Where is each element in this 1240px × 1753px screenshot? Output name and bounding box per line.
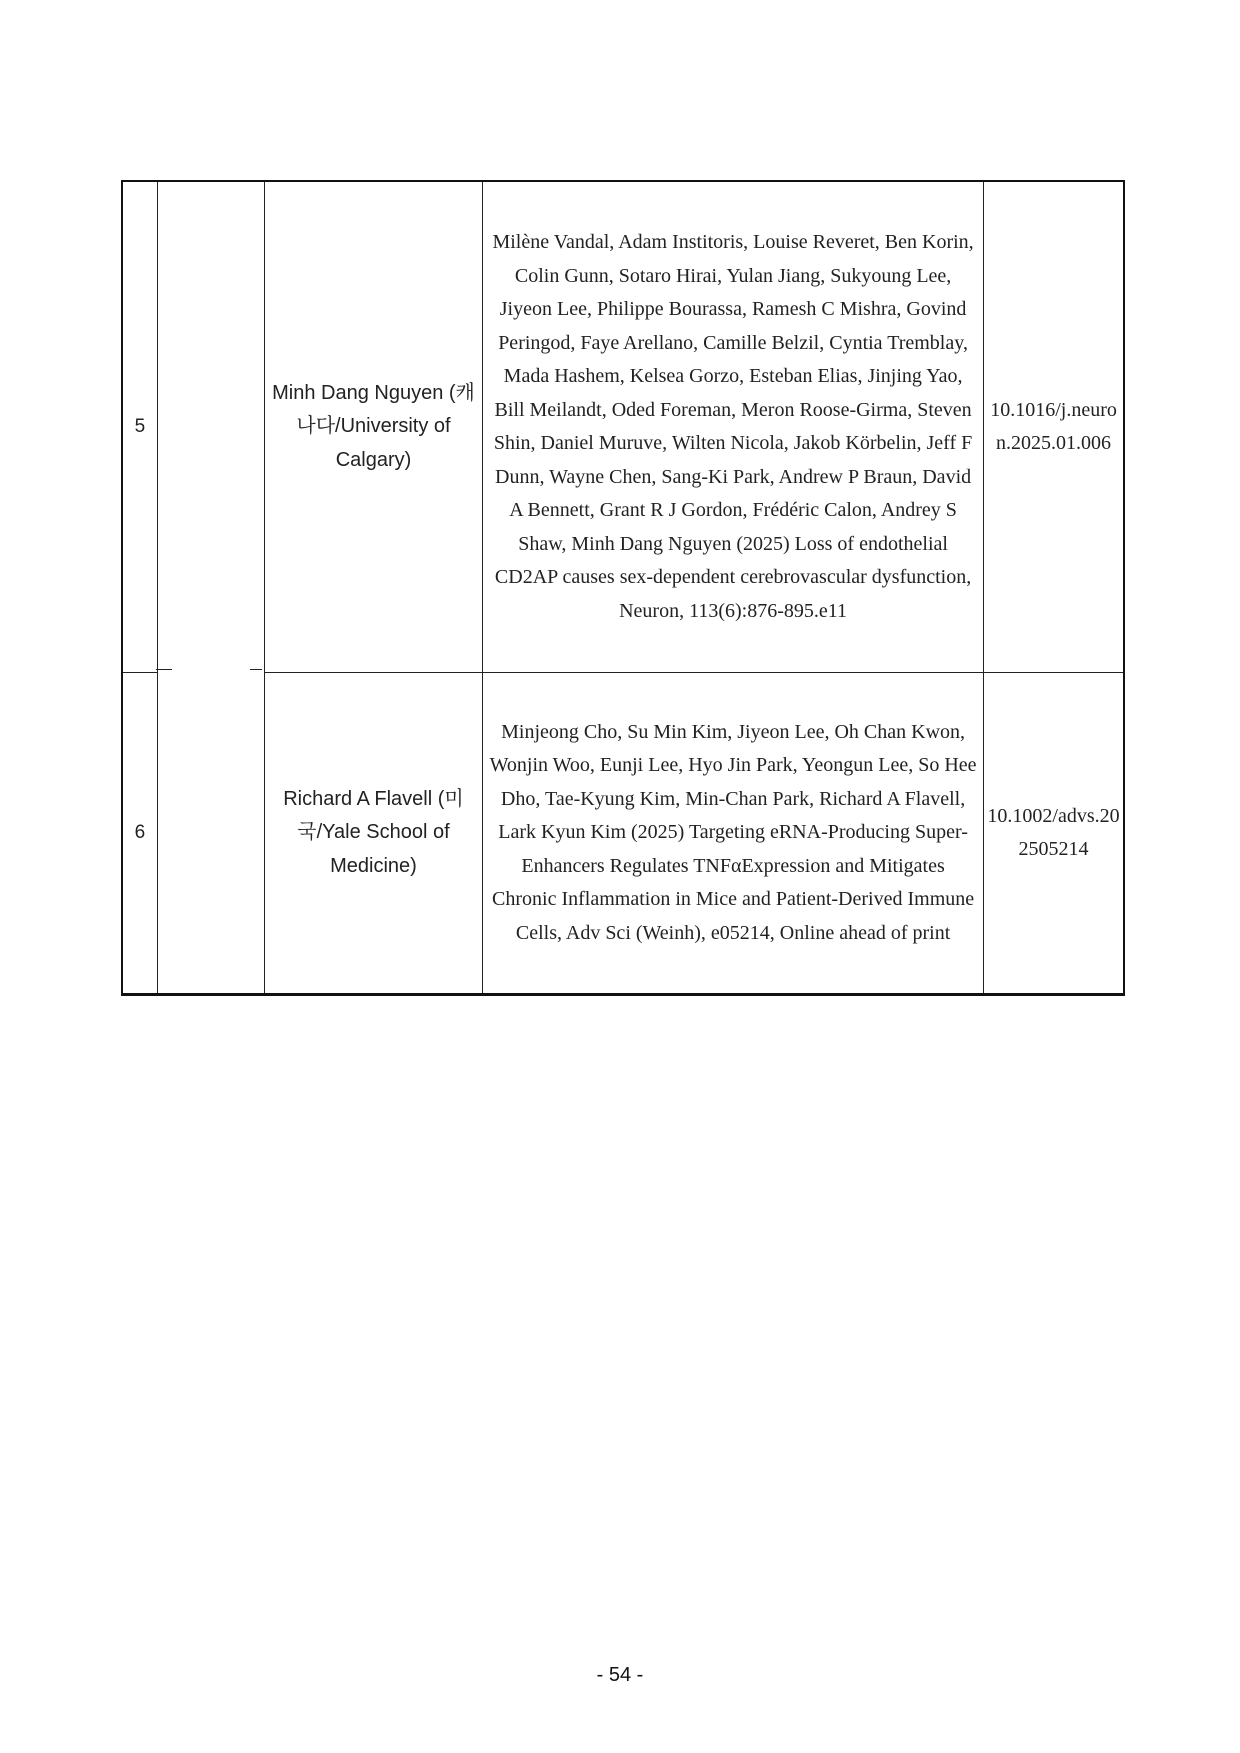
publication-table bbox=[121, 180, 1125, 996]
divider-stub-right bbox=[250, 669, 262, 670]
table-row bbox=[122, 181, 1124, 673]
row-number: 6 bbox=[122, 673, 157, 995]
divider-stub-left bbox=[156, 669, 172, 670]
researcher-cell: Minh Dang Nguyen (캐나다/University of Calgary) bbox=[264, 181, 482, 673]
table-row bbox=[122, 673, 1124, 995]
blank-cell bbox=[157, 673, 264, 995]
doi-cell: 10.1002/advs.202505214 bbox=[984, 673, 1124, 995]
page-number: - 54 - bbox=[596, 1664, 644, 1686]
researcher-cell: Richard A Flavell (미국/Yale School of Medicine) bbox=[264, 673, 482, 995]
publication-cell: Minjeong Cho, Su Min Kim, Jiyeon Lee, Oh Chan Kwon, Wonjin Woo, Eunji Lee, Hyo Jin Park, Yeongun Lee, So Hee Dho, Tae-Kyung Kim, Min-Chan Park, Richard A Flavell, Lark Kyun Kim (2025) Targeting eRNA-Producing Super-Enhancers Regulates TNFαExpression and Mitigates Chronic Inflammation in Mice and Patient-Derived Immune Cells, Adv Sci (Weinh), e05214, Online ahead of print bbox=[483, 673, 984, 995]
doi-cell: 10.1016/j.neuron.2025.01.006 bbox=[984, 181, 1124, 673]
publication-cell: Milène Vandal, Adam Institoris, Louise Reveret, Ben Korin, Colin Gunn, Sotaro Hirai, Yulan Jiang, Sukyoung Lee, Jiyeon Lee, Philippe Bourassa, Ramesh C Mishra, Govind Peringod, Faye Arellano, Camille Belzil, Cyntia Tremblay, Mada Hashem, Kelsea Gorzo, Esteban Elias, Jinjing Yao, Bill Meilandt, Oded Foreman, Meron Roose-Girma, Steven Shin, Daniel Muruve, Wilten Nicola, Jakob Körbelin, Jeff F Dunn, Wayne Chen, Sang-Ki Park, Andrew P Braun, David A Bennett, Grant R J Gordon, Frédéric Calon, Andrey S Shaw, Minh Dang Nguyen (2025) Loss of endothelial CD2AP causes sex-dependent cerebrovascular dysfunction, Neuron, 113(6):876-895.e11 bbox=[483, 181, 984, 673]
blank-cell bbox=[157, 181, 264, 673]
row-number: 5 bbox=[122, 181, 157, 673]
